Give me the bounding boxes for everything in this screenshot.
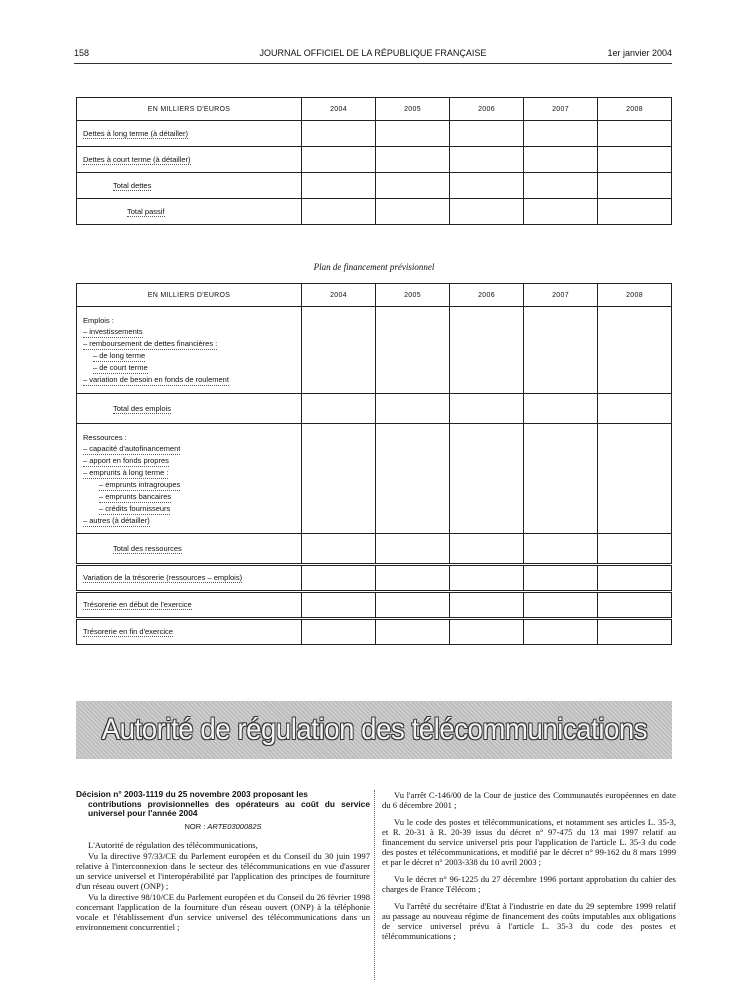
- list-item: – variation de besoin en fonds de roulement: [83, 375, 229, 384]
- table-cell: [302, 173, 376, 199]
- table-caption: Plan de financement prévisionnel: [313, 262, 435, 272]
- table-cell: [598, 199, 672, 225]
- table-cell: [302, 534, 376, 565]
- left-column: [76, 790, 370, 933]
- list-item: – emprunts à long terme :: [83, 468, 169, 477]
- table-cell: [598, 424, 672, 534]
- paragraph: Vu le décret n° 96-1225 du 27 décembre 1996 portant approbation du cahier des charges de France Télécom ;: [382, 874, 676, 894]
- table-cell: [450, 121, 524, 147]
- page-header: [74, 48, 672, 62]
- banner-title: Autorité de régulation des télécommunications: [101, 713, 647, 746]
- list-item: – emprunts bancaires: [99, 492, 172, 501]
- paragraph: Vu la directive 98/10/CE du Parlement européen et du Conseil du 26 février 1998 concernant l'application de la fourniture d'un réseau ouvert (ONP) à la téléphonie vocale et l'établissement d'un service universel des télécommunications dans un environnement concurrentiel ;: [76, 891, 370, 932]
- table-cell: [376, 199, 450, 225]
- paragraph: Vu l'arrêté du secrétaire d'Etat à l'industrie en date du 29 septembre 1999 relatif au passage au nouveau régime de financement des coûts imputables aux obligations de service universel prévu à l'article L. 35-3 du code des postes et télécommunications ;: [382, 901, 676, 941]
- row-label: Total des ressources: [113, 543, 182, 553]
- list-item: – capacité d'autofinancement: [83, 444, 181, 453]
- table-row: [77, 394, 672, 424]
- section-banner: [76, 701, 672, 759]
- row-label: Total dettes: [113, 180, 152, 190]
- table-cell: [598, 619, 672, 645]
- table-cell: [302, 199, 376, 225]
- table-cell: [524, 592, 598, 619]
- list-item: – autres (à détailler): [83, 516, 150, 525]
- table2-year: 2004: [302, 284, 376, 307]
- table-row: [77, 619, 672, 645]
- journal-title: JOURNAL OFFICIEL DE LA RÉPUBLIQUE FRANÇAISE: [259, 48, 487, 58]
- list-item: – apport en fonds propres: [83, 456, 169, 465]
- table-cell: [376, 121, 450, 147]
- table-cell: [598, 147, 672, 173]
- ressources-block: [77, 424, 302, 534]
- table-row: [77, 173, 672, 199]
- table-cell: [598, 394, 672, 424]
- emplois-block: [77, 307, 302, 394]
- list-item: – de court terme: [93, 363, 148, 372]
- table-cell: [376, 424, 450, 534]
- table-row: [77, 424, 672, 534]
- table-cell: [598, 565, 672, 592]
- table-cell: [376, 592, 450, 619]
- paragraph: Vu le code des postes et télécommunications, et notamment ses articles L. 35-3, et R. 20-31 à R. 20-39 issus du décret n° 97-475 du 13 mai 1997 relatif au financement du service universel pris pour l'application de l'article L. 35-3 du code des postes et télécommunications, et modifié par le décret n° 99-162 du 8 mars 1999 et par le décret n° 2003-338 du 10 avril 2003 ;: [382, 817, 676, 867]
- table-cell: [524, 394, 598, 424]
- table-cell: [524, 199, 598, 225]
- table-cell: [376, 394, 450, 424]
- table-cell: [598, 534, 672, 565]
- table2-year: 2006: [450, 284, 524, 307]
- table2-header-label: EN MILLIERS D'EUROS: [77, 284, 302, 307]
- table-cell: [524, 121, 598, 147]
- nor-code: ARTE0300082S: [207, 821, 262, 831]
- paragraph: Vu la directive 97/33/CE du Parlement européen et du Conseil du 30 juin 1997 relative à l'interconnexion dans le secteur des télécommunications en vue d'assurer un service universel et l'interopérabilité par l'application des principes de fourniture d'un réseau ouvert (ONP) ;: [76, 850, 370, 891]
- table-row: [77, 199, 672, 225]
- row-label: Dettes à long terme (à détailler): [83, 128, 189, 138]
- table-cell: [302, 307, 376, 394]
- table-cell: [450, 307, 524, 394]
- table-cell: [450, 173, 524, 199]
- table2-year: 2007: [524, 284, 598, 307]
- table-cell: [450, 619, 524, 645]
- table-cell: [450, 565, 524, 592]
- row-label: Total des emplois: [113, 403, 171, 413]
- table-cell: [450, 424, 524, 534]
- table1-header-label: EN MILLIERS D'EUROS: [77, 98, 302, 121]
- table-cell: [524, 424, 598, 534]
- column-divider: [374, 790, 375, 980]
- table-cell: [450, 592, 524, 619]
- emplois-title: Emplois :: [83, 316, 114, 325]
- table-row: [77, 592, 672, 619]
- table-cell: [450, 534, 524, 565]
- row-label: Total passif: [127, 206, 165, 216]
- nor-reference: NOR : ARTE0300082S: [184, 821, 262, 831]
- table-cell: [376, 619, 450, 645]
- table-cell: [376, 173, 450, 199]
- decision-title: Décision n° 2003-1119 du 25 novembre 2003 proposant les contributions provisionnelles des opérateurs au coût du service universel pour l'année 2004: [76, 789, 370, 818]
- table-cell: [450, 394, 524, 424]
- table-cell: [376, 565, 450, 592]
- table-cell: [524, 147, 598, 173]
- table-cell: [524, 565, 598, 592]
- row-label: Trésorerie en fin d'exercice: [83, 627, 173, 636]
- table-cell: [524, 173, 598, 199]
- list-item: – remboursement de dettes financières :: [83, 339, 218, 348]
- table-row: [77, 147, 672, 173]
- table-cell: [376, 534, 450, 565]
- table-row: [77, 307, 672, 394]
- table-cell: [302, 121, 376, 147]
- table1-year: 2004: [302, 98, 376, 121]
- table1-year: 2008: [598, 98, 672, 121]
- table-cell: [598, 307, 672, 394]
- table-cell: [450, 147, 524, 173]
- ressources-title: Ressources :: [83, 433, 127, 442]
- table-row: [77, 534, 672, 565]
- table-cell: [598, 173, 672, 199]
- table-cell: [450, 199, 524, 225]
- row-label: Variation de la trésorerie (ressources – emplois): [83, 573, 243, 582]
- issue-date: 1er janvier 2004: [607, 48, 672, 58]
- paragraph: L'Autorité de régulation des télécommunications,: [88, 839, 258, 850]
- table-cell: [376, 307, 450, 394]
- table-cell: [524, 619, 598, 645]
- table2-year: 2008: [598, 284, 672, 307]
- list-item: – crédits fournisseurs: [99, 504, 171, 513]
- financing-plan-table: [76, 283, 672, 645]
- table-row: [77, 565, 672, 592]
- right-column: [382, 790, 676, 948]
- row-label: Trésorerie en début de l'exercice: [83, 600, 192, 609]
- row-label: Dettes à court terme (à détailler): [83, 154, 191, 164]
- table-cell: [302, 424, 376, 534]
- table-cell: [302, 619, 376, 645]
- table-cell: [302, 565, 376, 592]
- header-rule: [74, 63, 672, 64]
- table-cell: [598, 592, 672, 619]
- list-item: – investissements: [83, 327, 143, 336]
- liabilities-table: [76, 97, 672, 225]
- table-cell: [302, 592, 376, 619]
- table-row: [77, 121, 672, 147]
- list-item: – emprunts intragroupes: [99, 480, 181, 489]
- table-cell: [524, 534, 598, 565]
- table1-year: 2006: [450, 98, 524, 121]
- table1-year: 2005: [376, 98, 450, 121]
- table-cell: [524, 307, 598, 394]
- table1-year: 2007: [524, 98, 598, 121]
- list-item: – de long terme: [93, 351, 146, 360]
- table2-year: 2005: [376, 284, 450, 307]
- page-number: 158: [74, 48, 90, 58]
- table-cell: [302, 147, 376, 173]
- table-cell: [376, 147, 450, 173]
- table-cell: [598, 121, 672, 147]
- table-cell: [302, 394, 376, 424]
- paragraph: Vu l'arrêt C-146/00 de la Cour de justice des Communautés européennes en date du 6 décembre 2001 ;: [382, 790, 676, 810]
